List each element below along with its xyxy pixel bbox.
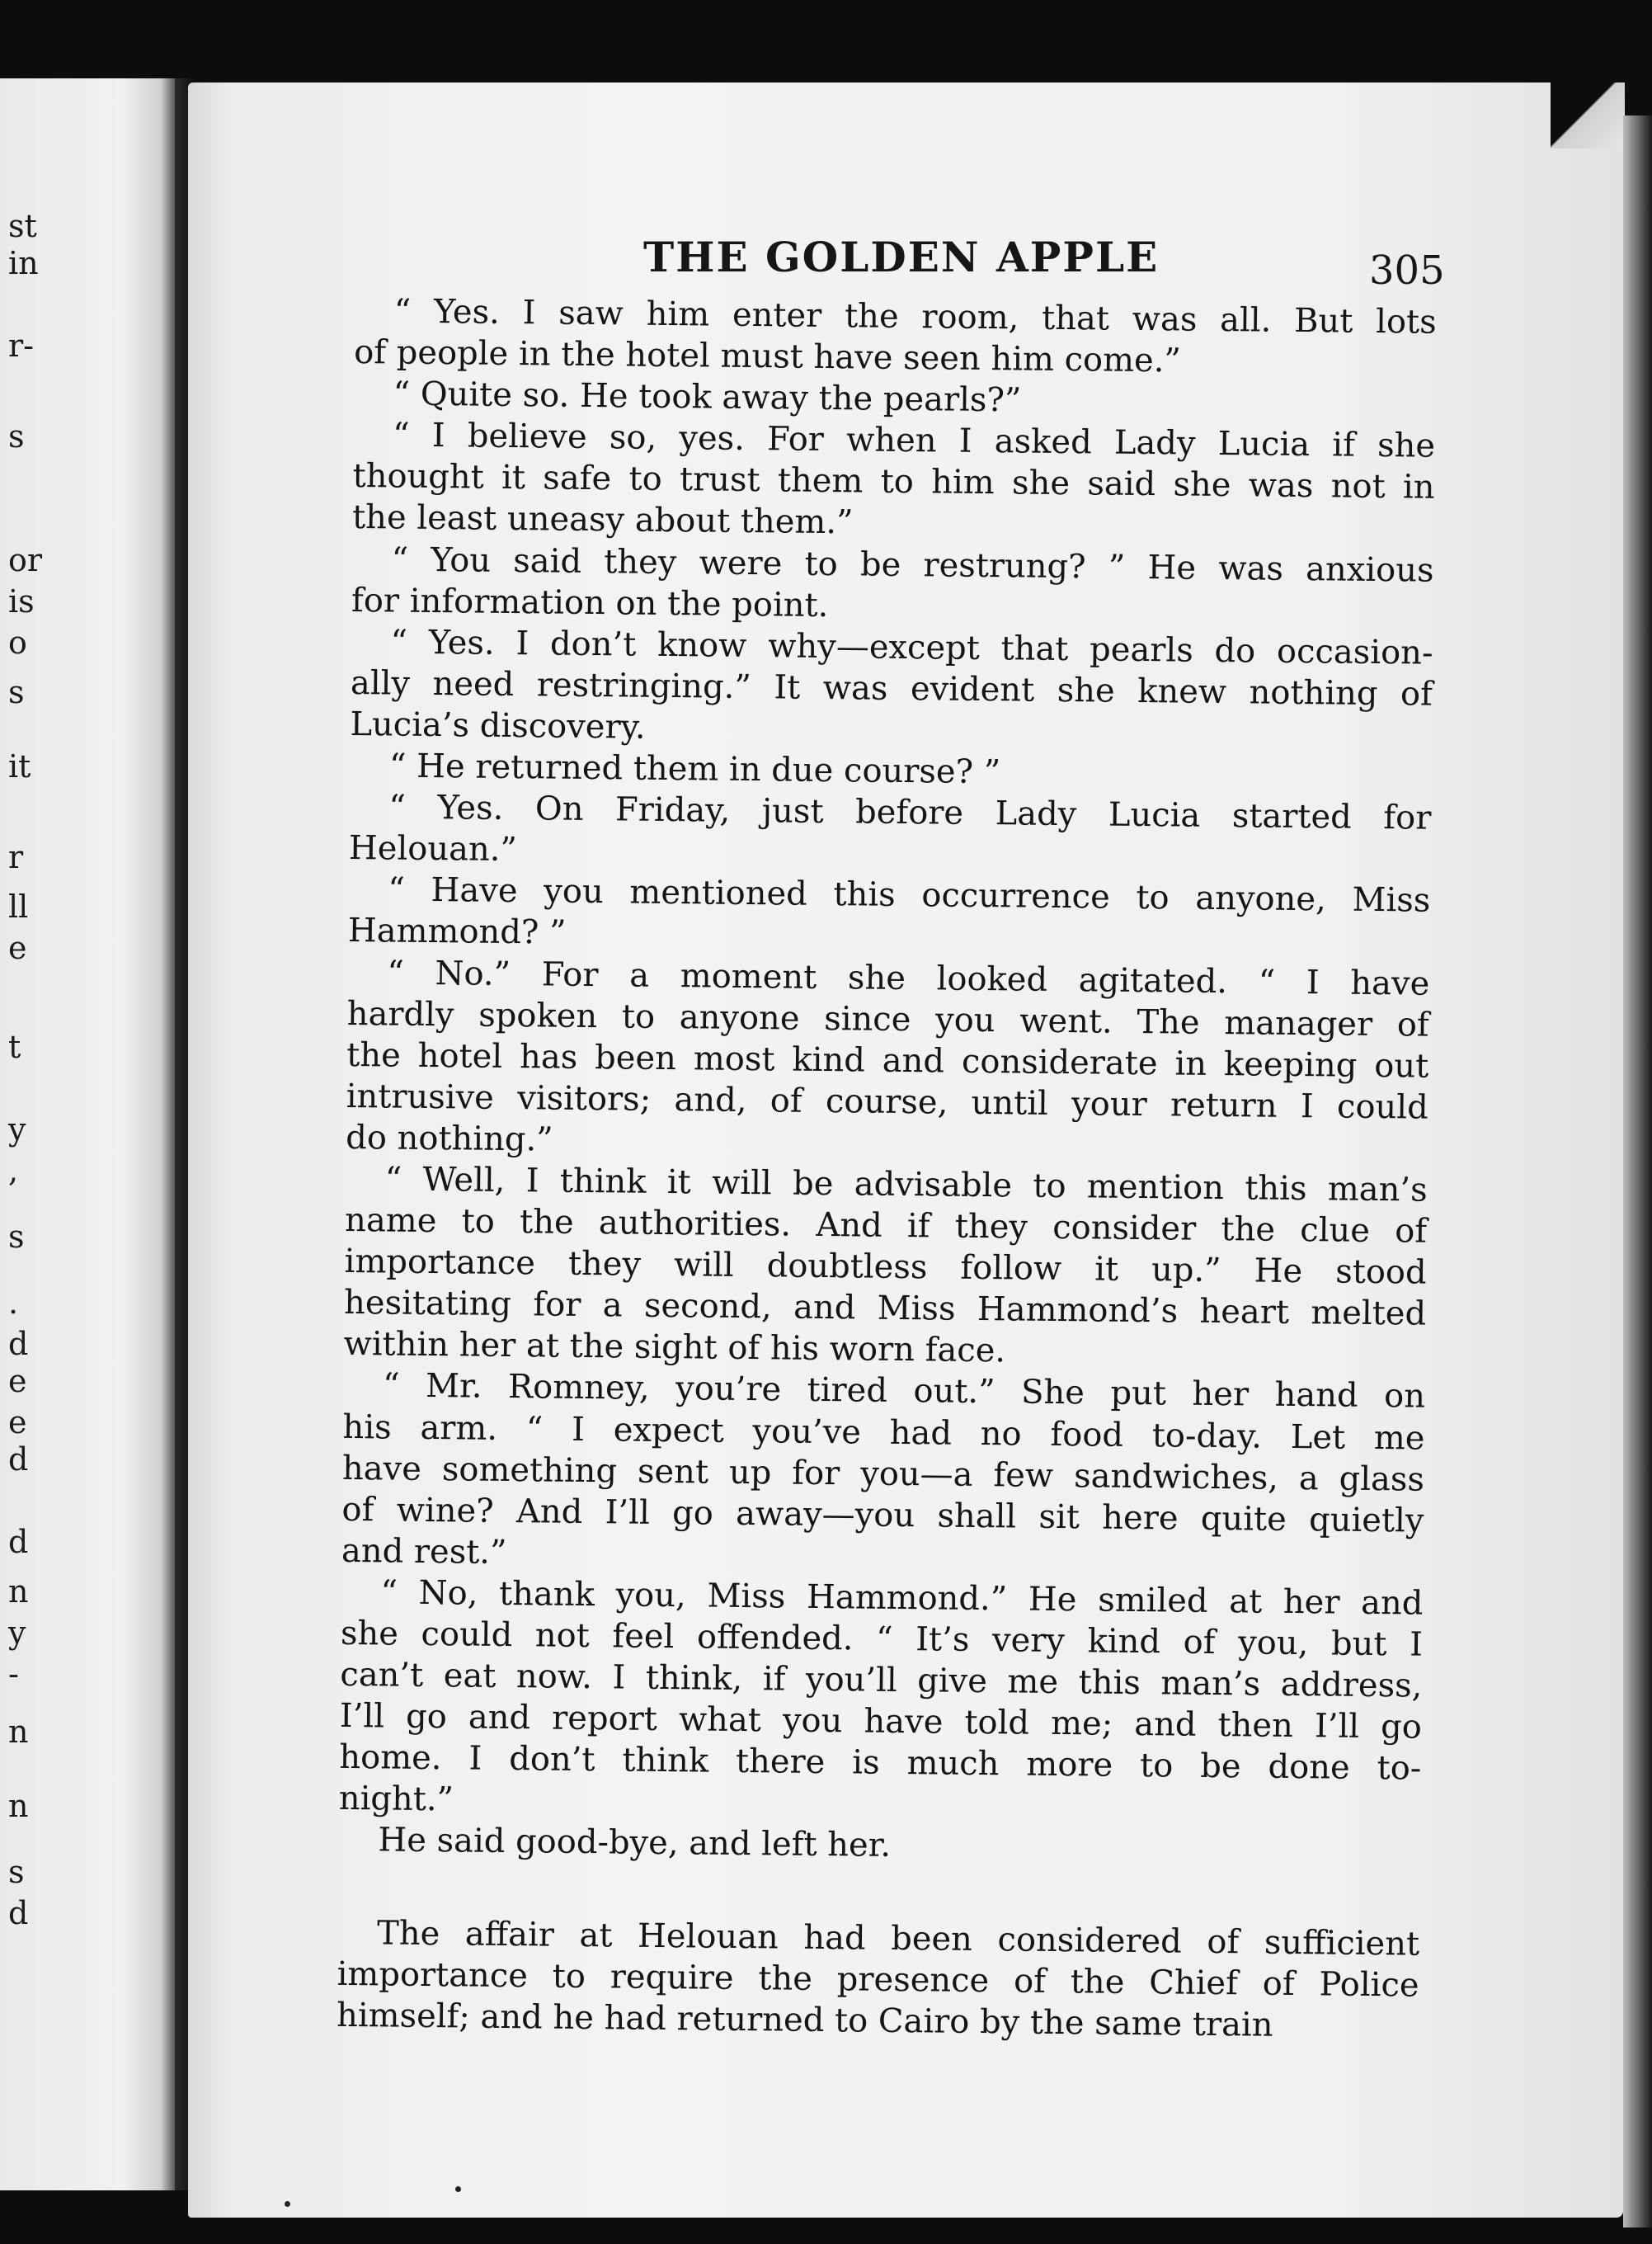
facing-page-fragment: s <box>8 1854 25 1890</box>
facing-page-fragment: r <box>8 839 24 875</box>
facing-page-fragment: ll <box>8 889 29 925</box>
text-line: do nothing.” <box>346 1118 553 1159</box>
facing-page-fragment: s <box>8 674 25 710</box>
facing-page-fragment: n <box>8 1714 29 1750</box>
running-head: THE GOLDEN APPLE <box>643 233 1160 281</box>
text-line: hardly spoken to anyone since you went. The manager of <box>346 994 1429 1044</box>
text-line: “ He returned them in due course? ” <box>388 747 1001 792</box>
text-line: have something sent up for you—a few sandwiches, a glass <box>341 1449 1425 1499</box>
text-line: “ No, thank you, Miss Hammond.” He smiled at her and <box>380 1573 1424 1623</box>
facing-page-fragment: n <box>8 1573 29 1610</box>
text-line: of wine? And I’ll go away—you shall sit here quite quietly <box>341 1490 1424 1540</box>
text-line: “ Have you mentioned this occurrence to anyone, Miss <box>388 870 1431 921</box>
text-line: “ Quite so. He took away the pearls?” <box>393 375 1022 420</box>
text-line: she could not feel offended. “ It’s very kind of you, but I <box>340 1614 1424 1664</box>
facing-page-fragment: y <box>8 1111 26 1148</box>
facing-page-fragment: r- <box>8 328 35 364</box>
facing-page-fragment: it <box>8 748 31 785</box>
text-line: “ You said they were to be restrung? ” He was anxious <box>391 540 1434 590</box>
text-line: “ No.” For a moment she looked agitated. “ I have <box>387 953 1430 1003</box>
facing-page-fragment: or <box>8 542 43 578</box>
facing-page-fragment: . <box>8 1285 19 1321</box>
text-line: I’ll go and report what you have told me; and then I’ll go <box>339 1697 1423 1747</box>
text-line: importance to require the presence of the Chief of Police <box>337 1954 1419 2005</box>
facing-page-fragment: o <box>8 625 27 661</box>
page-corner <box>1551 82 1625 148</box>
text-line: himself; and he had returned to Cairo by the same train <box>336 1996 1273 2044</box>
text-line: Lucia’s discovery. <box>350 705 646 747</box>
text-line: the least uneasy about them.” <box>351 498 854 542</box>
text-line: “ Yes. On Friday, just before Lady Lucia started for <box>388 788 1432 837</box>
text-line: his arm. “ I expect you’ve had no food to-day. Let me <box>342 1407 1425 1458</box>
text-line: “ Mr. Romney, you’re tired out.” She put her hand on <box>382 1366 1426 1417</box>
facing-page-fragment: is <box>8 583 35 620</box>
facing-page-fragment: s <box>8 1219 25 1255</box>
text-line: The affair at Helouan had been considered of sufficient <box>376 1913 1420 1964</box>
body-text <box>337 290 1437 2047</box>
facing-page-fragment: d <box>8 1326 29 1362</box>
facing-page-fragment: y <box>8 1615 26 1651</box>
facing-page-fragment: in <box>8 245 39 281</box>
facing-page-fragment: d <box>8 1895 29 1931</box>
text-line: hesitating for a second, and Miss Hammond’s heart melted <box>343 1284 1427 1333</box>
text-line: within her at the sight of his worn face. <box>343 1325 1006 1370</box>
text-line: thought it safe to trust them to him she said she was not in <box>352 457 1435 507</box>
facing-page-fragment: t <box>8 1029 21 1065</box>
facing-page-fragment: n <box>8 1788 29 1824</box>
text-line: can’t eat now. I think, if you’ll give me this man’s address, <box>340 1656 1423 1705</box>
text-line: night.” <box>338 1780 454 1819</box>
text-line: Hammond? ” <box>347 912 567 953</box>
facing-page-fragment: - <box>8 1656 19 1692</box>
facing-page-fragment: st <box>8 208 37 244</box>
text-line: and rest.” <box>341 1531 507 1572</box>
facing-page-fragment: e <box>8 930 27 966</box>
text-line: “ Well, I think it will be advisable to mention this man’s <box>384 1160 1428 1209</box>
page-number: 305 <box>1369 248 1445 294</box>
text-line: name to the authorities. And if they consider the clue of <box>344 1201 1428 1251</box>
text-line: of people in the hotel must have seen him come.” <box>353 333 1182 380</box>
facing-page-fragment: e <box>8 1404 27 1440</box>
facing-page-edge <box>0 78 175 2190</box>
text-line: “ Yes. I saw him enter the room, that was all. But lots <box>393 292 1437 342</box>
text-line: He said good-bye, and left her. <box>378 1821 892 1865</box>
dust-speck <box>455 2186 461 2192</box>
text-line: intrusive visitors; and, of course, until your return I could <box>346 1077 1428 1127</box>
text-line: “ I believe so, yes. For when I asked Lady Lucia if she <box>392 416 1436 466</box>
text-line: for information on the point. <box>351 581 829 625</box>
text-line: Helouan.” <box>348 829 518 870</box>
facing-page-fragment: , <box>8 1153 19 1189</box>
text-line: ally need restringing.” It was evident she knew nothing of <box>350 663 1433 714</box>
dust-speck <box>285 2201 290 2207</box>
text-line: the hotel has been most kind and considerate in keeping out <box>346 1035 1429 1086</box>
facing-page-fragment: s <box>8 418 25 455</box>
facing-page-fragment: d <box>8 1441 29 1478</box>
facing-page-fragment: e <box>8 1363 27 1399</box>
text-line: home. I don’t think there is much more to be done to- <box>339 1738 1422 1788</box>
page-edge-shadow <box>1623 116 1652 2228</box>
text-line: importance they will doubtless follow it up.” He stood <box>344 1242 1427 1292</box>
text-line: “ Yes. I don’t know why—except that pearls do occasion- <box>390 623 1433 672</box>
facing-page-fragment: d <box>8 1524 29 1560</box>
